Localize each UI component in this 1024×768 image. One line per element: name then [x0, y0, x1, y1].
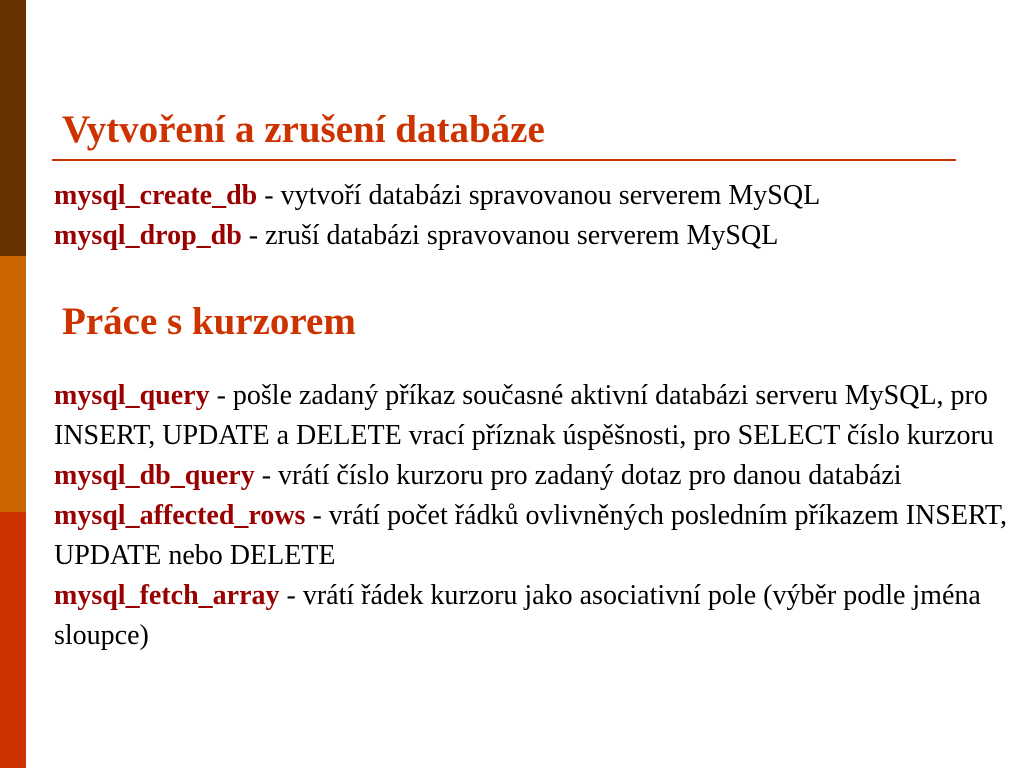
function-name: mysql_db_query: [54, 460, 255, 491]
side-bar-middle: [0, 256, 26, 512]
side-bar-top: [0, 0, 26, 256]
list-item: [54, 176, 1019, 216]
function-name: mysql_fetch_array: [54, 580, 280, 611]
function-name: mysql_query: [54, 380, 210, 411]
section-body-create-drop: [54, 176, 1019, 256]
list-item: [54, 456, 1019, 496]
function-description: - vytvoří databázi spravovanou serverem MySQL: [257, 180, 821, 211]
section-heading-create-drop: Vytvoření a zrušení databáze: [62, 108, 545, 151]
function-description: - pošle zadaný příkaz současné aktivní databázi serveru MySQL, pro INSERT, UPDATE a DELETE vrací příznak úspěšnosti, pro SELECT číslo kurzoru: [54, 380, 994, 451]
list-item: [54, 496, 1019, 576]
function-name: mysql_drop_db: [54, 220, 242, 251]
function-description: - vrátí počet řádků ovlivněných posledním příkazem INSERT, UPDATE nebo DELETE: [54, 500, 1007, 571]
list-item: [54, 216, 1019, 256]
heading-divider: [52, 159, 956, 161]
section-body-cursor: [54, 376, 1019, 656]
function-name: mysql_affected_rows: [54, 500, 306, 531]
function-description: - vrátí číslo kurzoru pro zadaný dotaz pro danou databázi: [254, 460, 902, 491]
function-name: mysql_create_db: [54, 180, 258, 211]
list-item: [54, 376, 1019, 456]
function-description: - zruší databázi spravovanou serverem MySQL: [241, 220, 779, 251]
side-bar-bottom: [0, 512, 26, 768]
section-heading-cursor: Práce s kurzorem: [62, 300, 356, 343]
list-item: [54, 576, 1019, 656]
function-description: - vrátí řádek kurzoru jako asociativní pole (výběr podle jména sloupce): [54, 580, 981, 651]
